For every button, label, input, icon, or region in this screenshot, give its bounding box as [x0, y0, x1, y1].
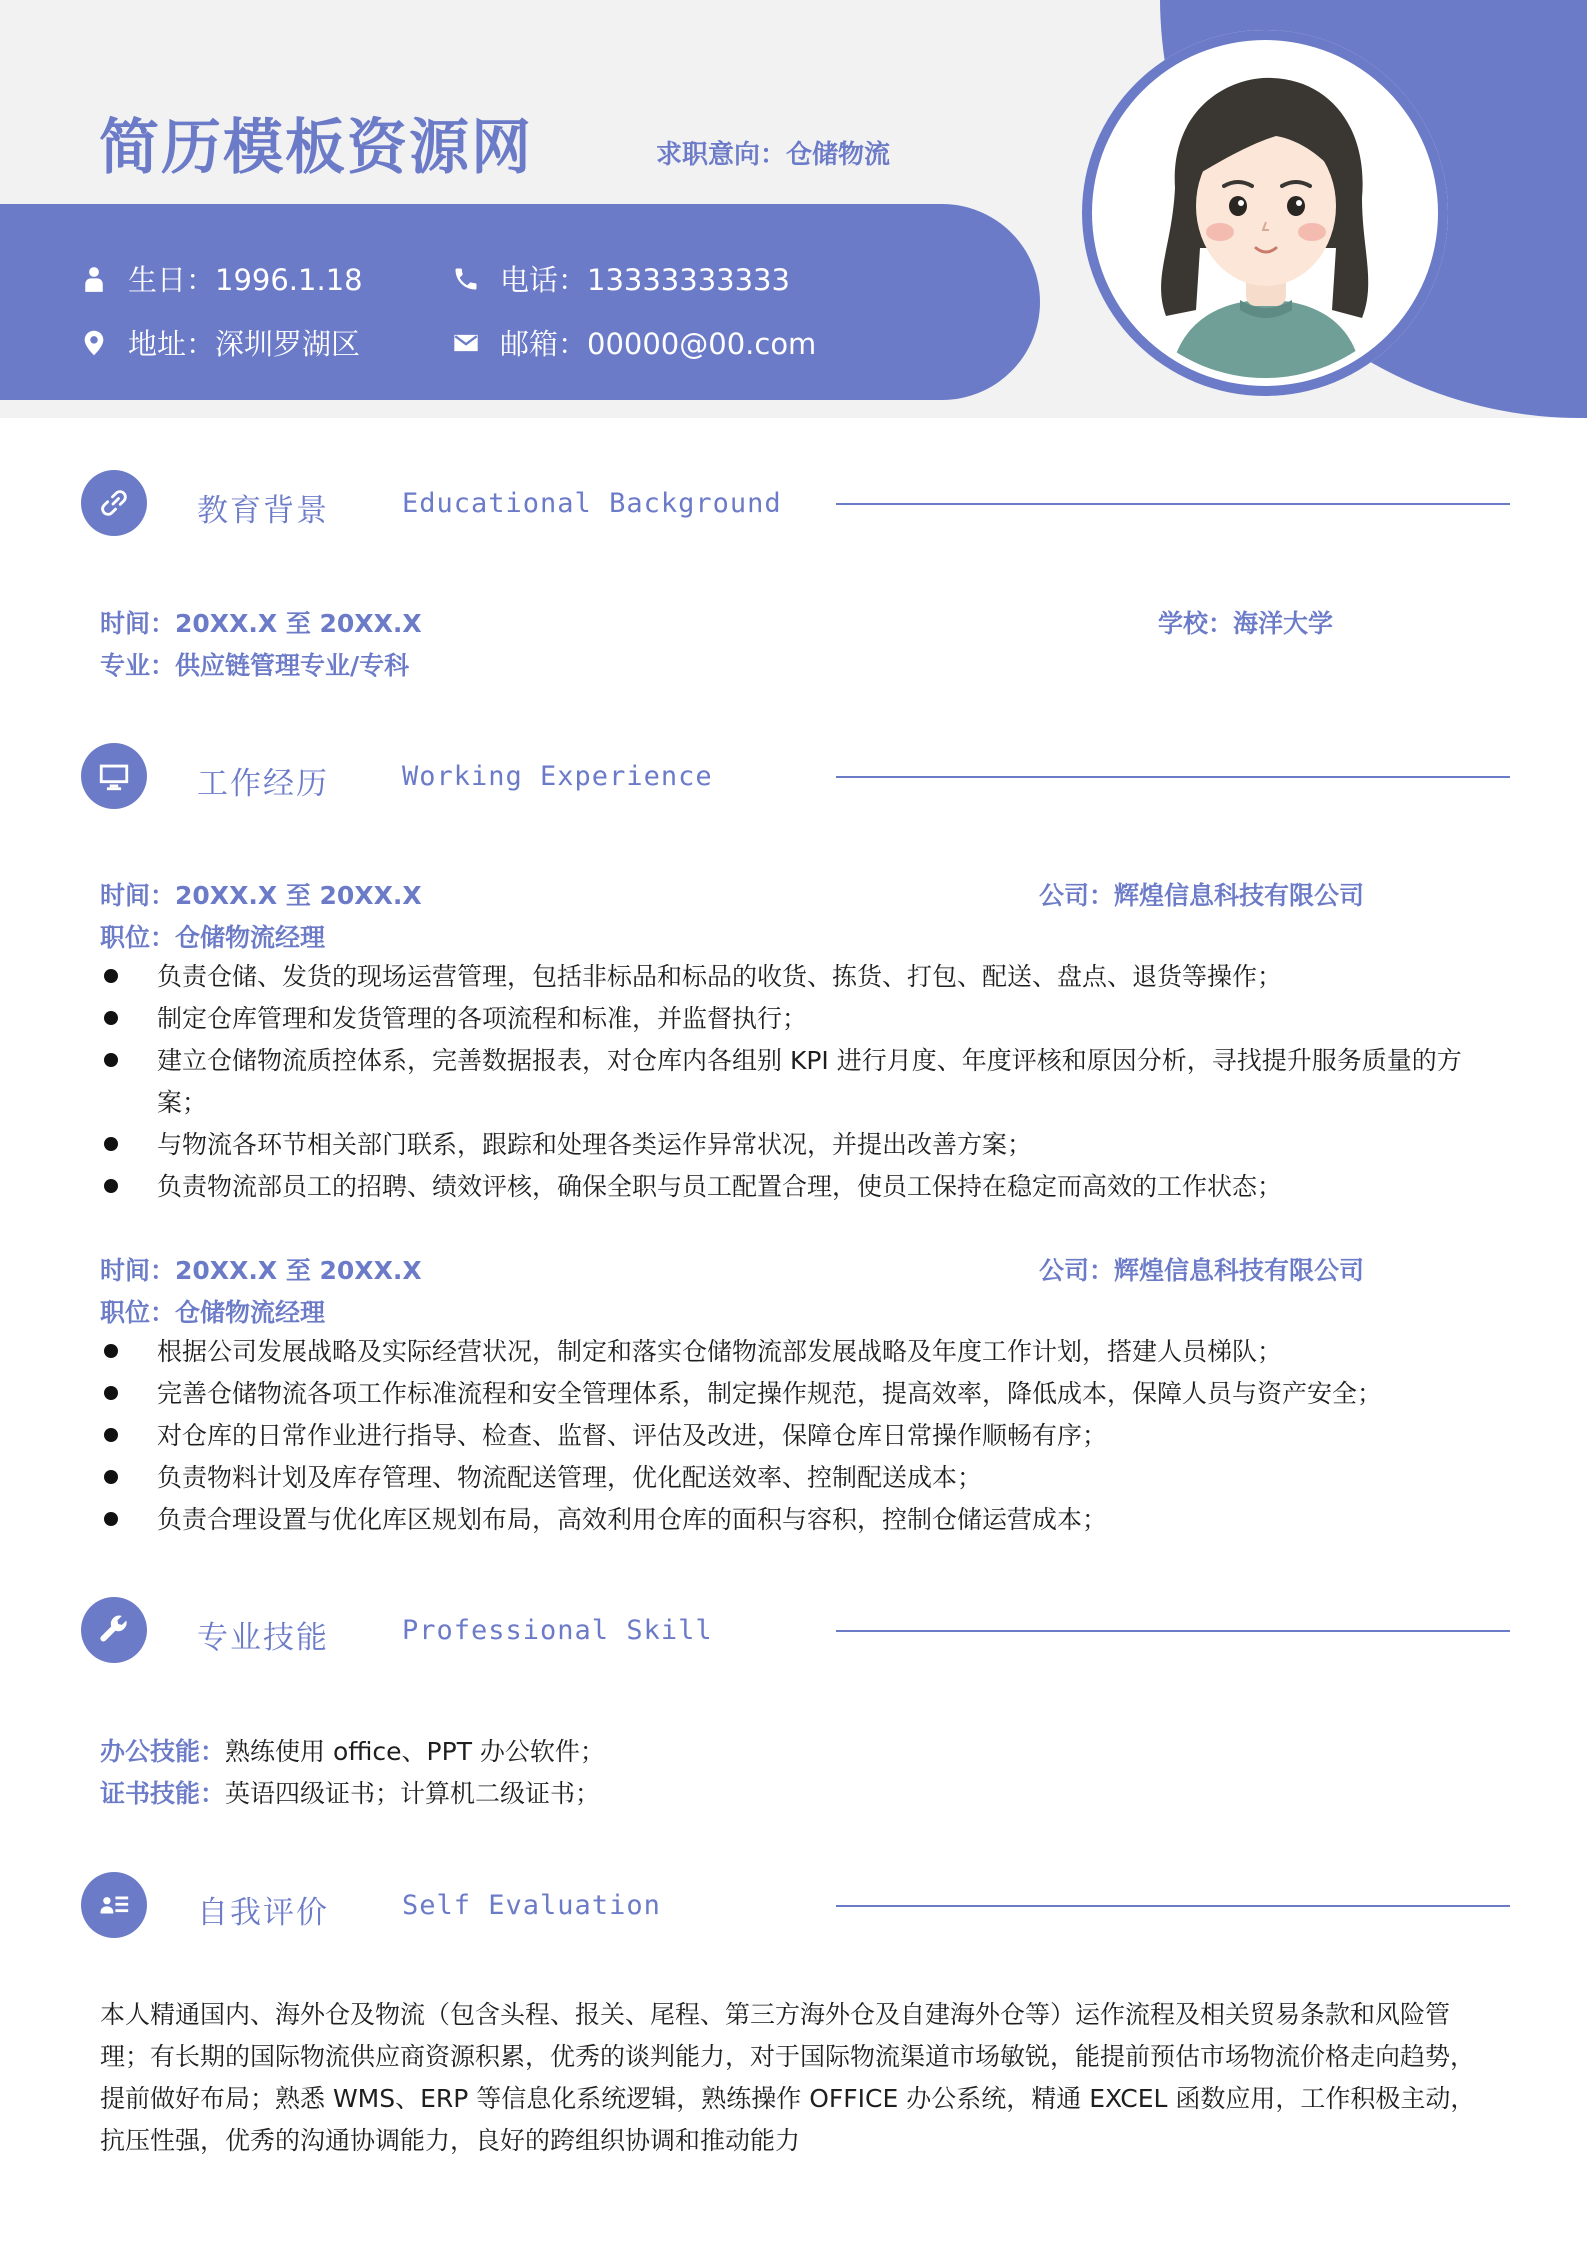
- list-item: 负责物料计划及库存管理、物流配送管理，优化配送效率、控制配送成本；: [100, 1457, 1500, 1499]
- list-item: 对仓库的日常作业进行指导、检查、监督、评估及改进，保障仓库日常操作顺畅有序；: [100, 1415, 1500, 1457]
- skill-office-value: 熟练使用 office、PPT 办公软件；: [225, 1737, 605, 1766]
- education-major: 专业：供应链管理专业/专科: [100, 651, 410, 680]
- list-item: 负责物流部员工的招聘、绩效评核，确保全职与员工配置合理，使员工保持在稳定而高效的工作状态；: [100, 1166, 1500, 1208]
- job-time: 时间：20XX.X 至 20XX.X: [100, 881, 422, 910]
- education-school: 学校：海洋大学: [1158, 609, 1334, 638]
- contact-band: [0, 204, 1040, 400]
- job-company: 公司：辉煌信息科技有限公司: [1039, 881, 1365, 910]
- job-duties: [100, 1331, 1500, 1541]
- job-intent: 求职意向：仓储物流: [656, 140, 891, 170]
- address-text: 地址：深圳罗湖区: [128, 327, 361, 361]
- skill-cert-label: 证书技能：: [100, 1779, 226, 1808]
- education-title-en: Educational Background: [402, 488, 782, 519]
- job-position: 职位：仓储物流经理: [100, 923, 326, 952]
- education-time: 时间：20XX.X 至 20XX.X: [100, 609, 422, 638]
- section-divider: [836, 1630, 1510, 1632]
- education-section-icon: [81, 470, 147, 536]
- list-item: 建立仓储物流质控体系，完善数据报表，对仓库内各组别 KPI 进行月度、年度评核和原因分析，寻找提升服务质量的方案；: [100, 1040, 1500, 1124]
- email-info: [452, 322, 816, 363]
- skill-cert: [100, 1774, 600, 1810]
- birthday-text: 生日：1996.1.18: [128, 263, 363, 297]
- skill-office-label: 办公技能：: [100, 1737, 226, 1766]
- self-evaluation-text: 本人精通国内、海外仓及物流（包含头程、报关、尾程、第三方海外仓及自建海外仓等）运作流程及相关贸易条款和风险管理；有长期的国际物流供应商资源积累，优秀的谈判能力，对于国际物流渠道市场敏锐，能提前预估市场物流价格走向趋势，提前做好布局；熟悉 WMS、ERP 等信息化系统逻辑，熟练操作 OFFICE 办公系统，精通 EXCEL 函数应用，工作积极主动，抗压性强，优秀的沟通协调能力，良好的跨组织协调和推动能力: [100, 2000, 1476, 2155]
- email-text: 邮箱：00000@00.com: [500, 327, 817, 361]
- work-title-en: Working Experience: [402, 761, 713, 792]
- education-title: 教育背景: [197, 493, 329, 529]
- location-pin-icon: [80, 329, 108, 357]
- phone-info: [452, 258, 790, 299]
- skills-title: 专业技能: [197, 1620, 329, 1656]
- profile-card-icon: [97, 1888, 131, 1922]
- address-info: [80, 322, 360, 363]
- phone-text: 电话：13333333333: [500, 263, 790, 297]
- list-item: 负责仓储、发货的现场运营管理，包括非标品和标品的收货、拣货、打包、配送、盘点、退货等操作；: [100, 956, 1500, 998]
- list-item: 与物流各环节相关部门联系，跟踪和处理各类运作异常状况，并提出改善方案；: [100, 1124, 1500, 1166]
- avatar: [1100, 48, 1430, 378]
- list-item: 完善仓储物流各项工作标准流程和安全管理体系，制定操作规范，提高效率，降低成本，保障人员与资产安全；: [100, 1373, 1500, 1415]
- section-divider: [836, 776, 1510, 778]
- self-section-icon: [81, 1872, 147, 1938]
- monitor-icon: [97, 759, 131, 793]
- job-position: 职位：仓储物流经理: [100, 1298, 326, 1327]
- skill-office: [100, 1732, 605, 1768]
- link-icon: [97, 486, 131, 520]
- mail-icon: [452, 329, 480, 357]
- section-divider: [836, 1905, 1510, 1907]
- person-icon: [80, 265, 108, 293]
- job-company: 公司：辉煌信息科技有限公司: [1039, 1256, 1365, 1285]
- list-item: 根据公司发展战略及实际经营状况，制定和落实仓储物流部发展战略及年度工作计划，搭建人员梯队；: [100, 1331, 1500, 1373]
- self-title-en: Self Evaluation: [402, 1890, 661, 1921]
- section-divider: [836, 503, 1510, 505]
- skill-cert-value: 英语四级证书；计算机二级证书；: [225, 1779, 601, 1808]
- skills-title-en: Professional Skill: [402, 1615, 713, 1646]
- wrench-icon: [97, 1613, 131, 1647]
- list-item: 制定仓库管理和发货管理的各项流程和标准，并监督执行；: [100, 998, 1500, 1040]
- avatar-illustration: [1100, 48, 1430, 378]
- job-duties: [100, 956, 1500, 1208]
- page-title: 简历模板资源网: [99, 113, 533, 183]
- self-title: 自我评价: [197, 1895, 329, 1931]
- job-time: 时间：20XX.X 至 20XX.X: [100, 1256, 422, 1285]
- list-item: 负责合理设置与优化库区规划布局，高效利用仓库的面积与容积，控制仓储运营成本；: [100, 1499, 1500, 1541]
- phone-icon: [452, 265, 480, 293]
- birthday-info: [80, 258, 363, 299]
- work-title: 工作经历: [197, 766, 329, 802]
- work-section-icon: [81, 743, 147, 809]
- skills-section-icon: [81, 1597, 147, 1663]
